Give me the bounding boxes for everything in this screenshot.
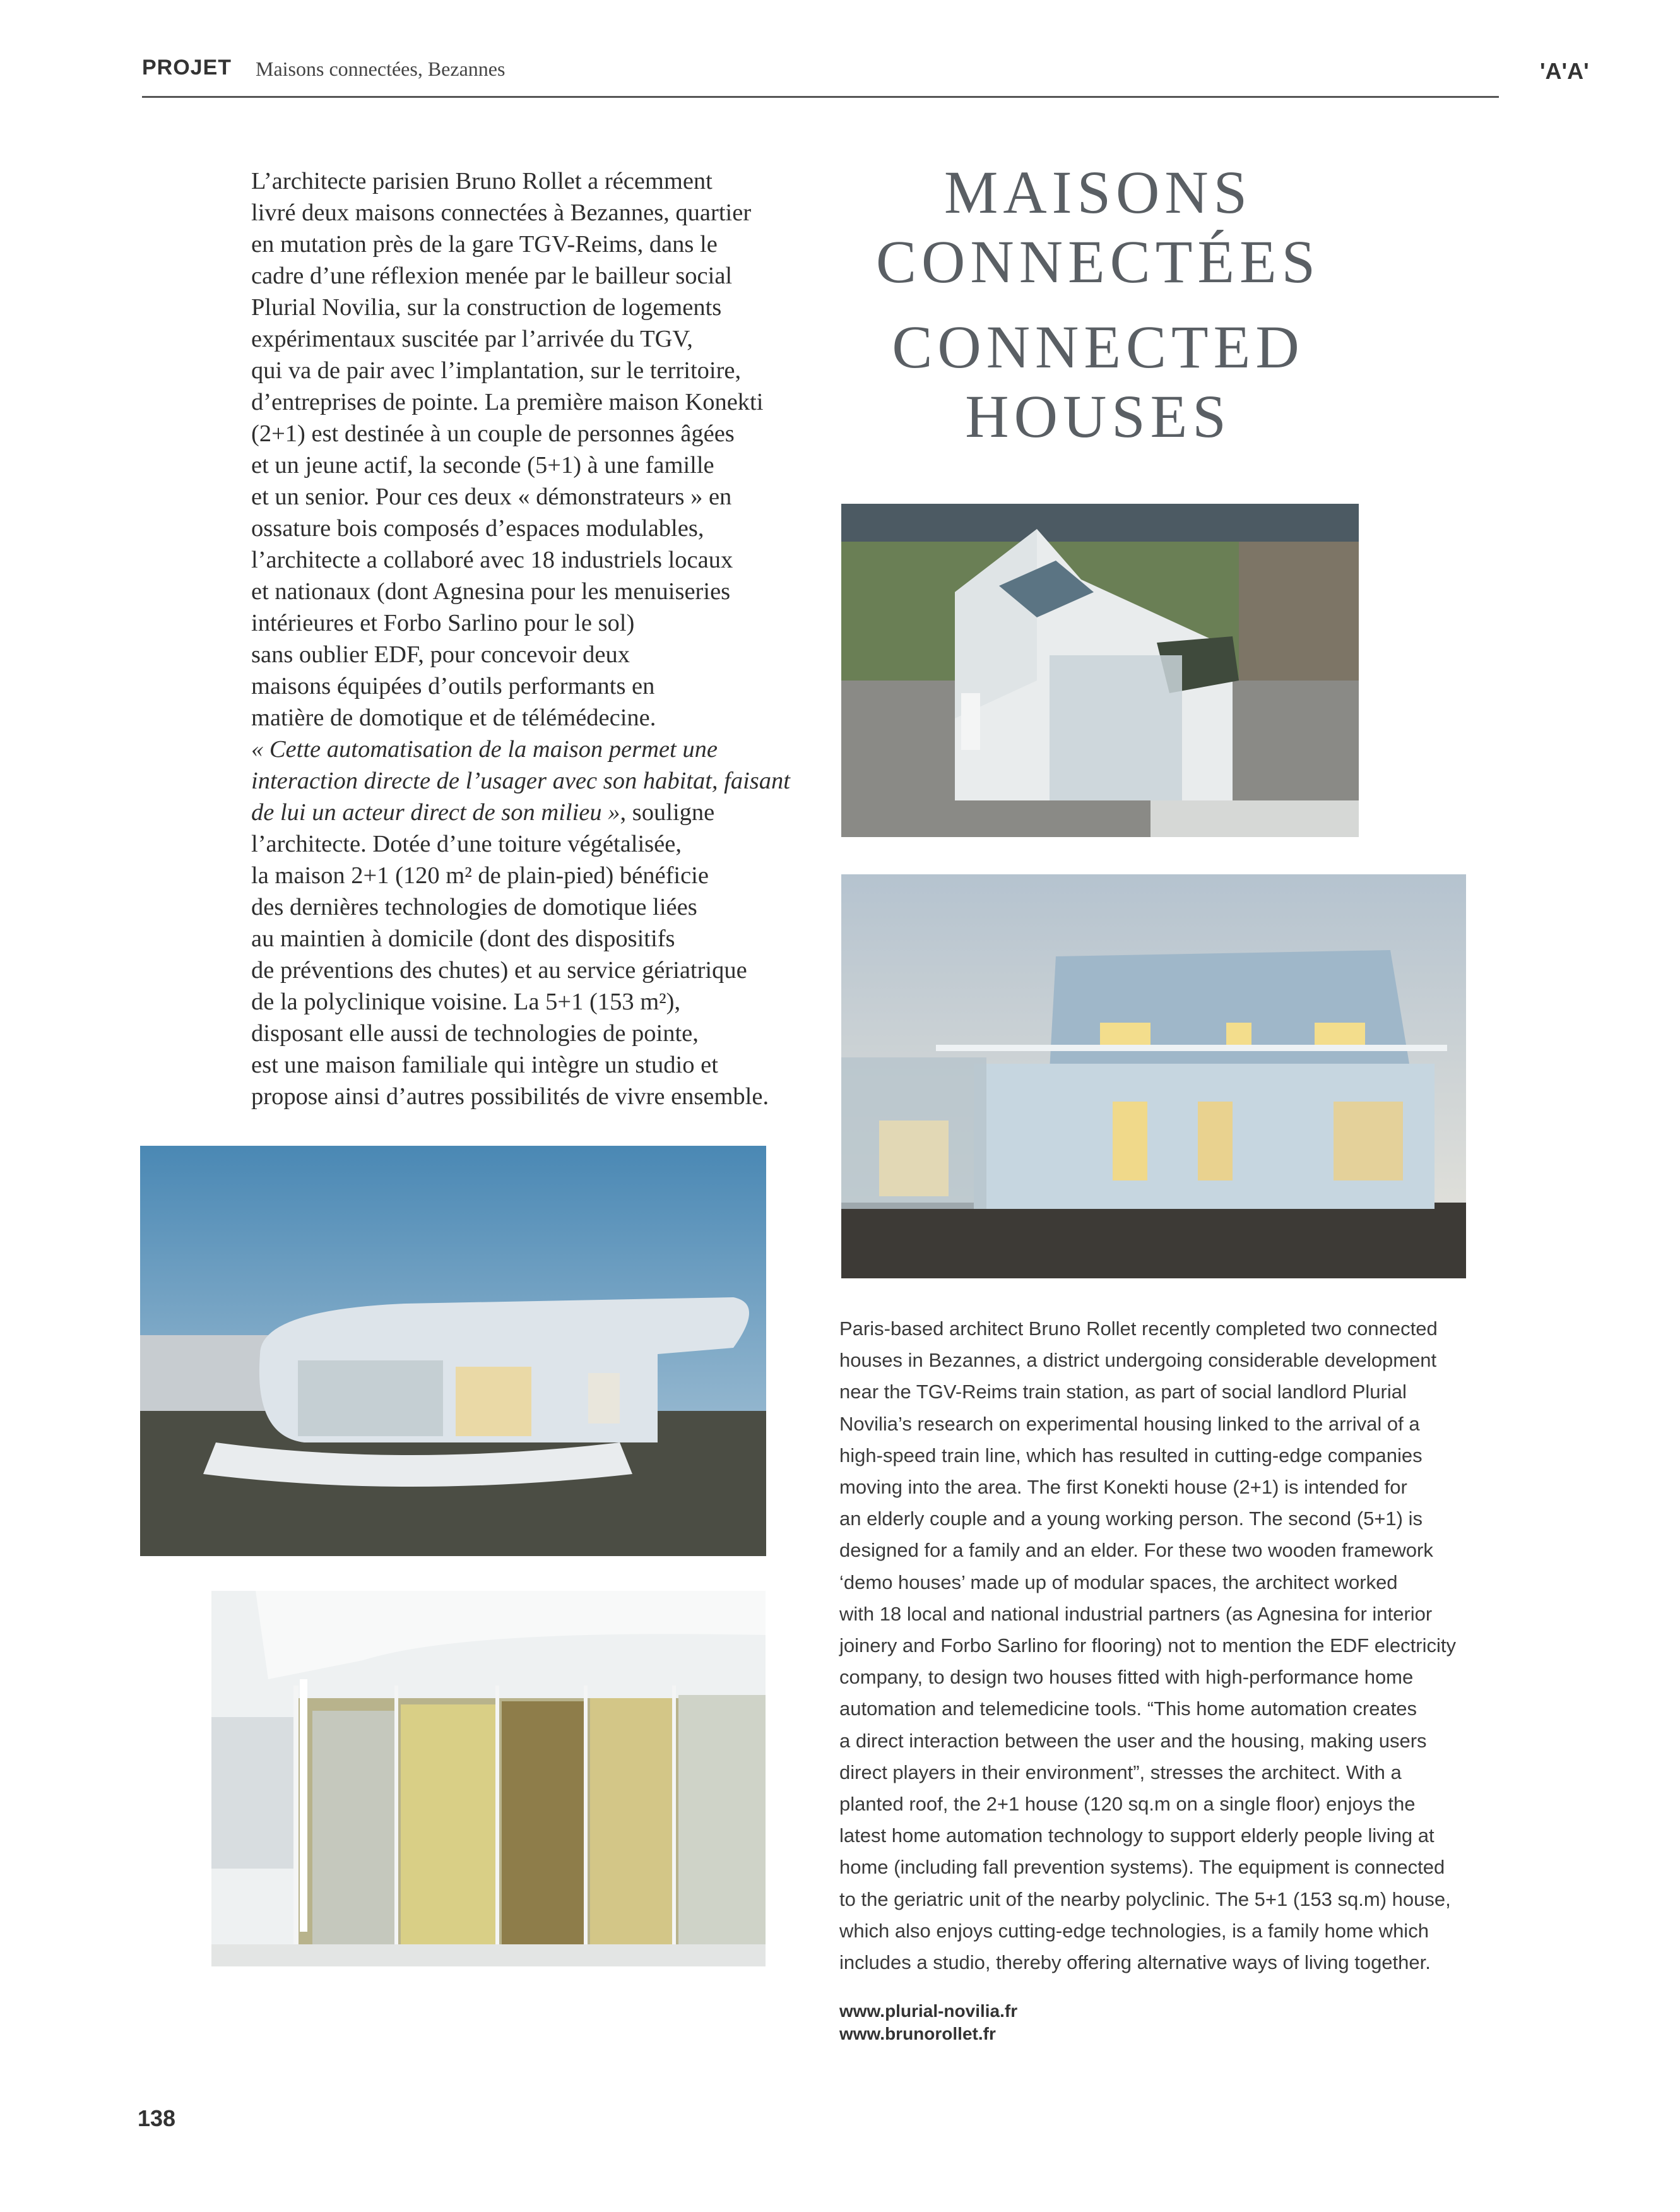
french-text-line: qui va de pair avec l’implantation, sur le territoire, xyxy=(251,357,742,384)
french-text-line: et un senior. Pour ces deux « démonstrateurs » en xyxy=(251,484,732,510)
french-text-line: propose ainsi d’autres possibilités de vivre ensemble. xyxy=(251,1083,769,1110)
english-text-line: near the TGV-Reims train station, as part of social landlord Plurial xyxy=(839,1381,1407,1403)
french-text-line: expérimentaux suscitée par l’arrivée du TGV, xyxy=(251,326,693,352)
english-text-line: automation and telemedicine tools. “This home automation creates xyxy=(839,1698,1417,1720)
french-paragraph-continued xyxy=(251,828,794,1112)
french-text-line: L’architecte parisien Bruno Rollet a récemment xyxy=(251,168,713,194)
title-french xyxy=(814,158,1382,297)
link-plurial-novilia[interactable]: www.plurial-novilia.fr xyxy=(839,2001,1018,2021)
english-text-line: latest home automation technology to support elderly people living at xyxy=(839,1824,1435,1847)
section-label: PROJET xyxy=(142,56,232,80)
french-text-line: de la polyclinique voisine. La 5+1 (153 m²), xyxy=(251,989,681,1015)
english-text-line: company, to design two houses fitted with high-performance home xyxy=(839,1666,1414,1689)
english-text-line: a direct interaction between the user and the housing, making users xyxy=(839,1729,1427,1752)
english-text-line: with 18 local and national industrial partners (as Agnesina for interior xyxy=(839,1602,1433,1625)
english-text-line: direct players in their environment”, stresses the architect. With a xyxy=(839,1761,1402,1783)
french-text-line: d’entreprises de pointe. La première maison Konekti xyxy=(251,389,764,415)
english-text-line: houses in Bezannes, a district undergoing considerable development xyxy=(839,1349,1437,1372)
title-english-line-1: CONNECTED xyxy=(892,313,1304,381)
french-text-line: est une maison familiale qui intègre un studio et xyxy=(251,1052,718,1078)
title-french-line-2: CONNECTÉES xyxy=(876,228,1320,295)
french-text-line: en mutation près de la gare TGV-Reims, dans le xyxy=(251,231,718,258)
french-quote-attribution: , souligne xyxy=(620,799,715,826)
french-text-line: au maintien à domicile (dont des dispositifs xyxy=(251,925,675,952)
french-text-line: (2+1) est destinée à un couple de personnes âgées xyxy=(251,420,735,447)
french-quote-end: de lui un acteur direct de son milieu » xyxy=(251,799,620,826)
english-text-line: home (including fall prevention systems). The equipment is connected xyxy=(839,1856,1445,1879)
english-text-line: an elderly couple and a young working person. The second (5+1) is xyxy=(839,1507,1423,1530)
english-text-line: joinery and Forbo Sarlino for flooring) not to mention the EDF electricity xyxy=(839,1634,1456,1657)
french-quote-closing xyxy=(251,797,794,828)
french-text-line: disposant elle aussi de technologies de pointe, xyxy=(251,1020,699,1047)
french-paragraph xyxy=(251,165,794,734)
french-text-line: matière de domotique et de télémédecine. xyxy=(251,705,656,731)
french-text-line: livré deux maisons connectées à Bezannes, quartier xyxy=(251,199,752,226)
english-text-line: which also enjoys cutting-edge technologies, is a family home which xyxy=(839,1919,1429,1942)
french-text-line: la maison 2+1 (120 m² de plain-pied) bénéficie xyxy=(251,862,709,889)
french-quote-line: « Cette automatisation de la maison permet une xyxy=(251,736,718,763)
english-text-line: to the geriatric unit of the nearby polyclinic. The 5+1 (153 sq.m) house, xyxy=(839,1888,1451,1910)
english-text-line: ‘demo houses’ made up of modular spaces, the architect worked xyxy=(839,1571,1398,1593)
photo-aerial-house xyxy=(841,504,1359,837)
french-text-line: et nationaux (dont Agnesina pour les menuiseries xyxy=(251,578,731,605)
english-text-line: Novilia’s research on experimental housing linked to the arrival of a xyxy=(839,1412,1420,1435)
photo-glazed-corner xyxy=(211,1591,766,1966)
english-text-line: designed for a family and an elder. For these two wooden framework xyxy=(839,1539,1433,1562)
magazine-logo: 'A'A' xyxy=(1540,58,1589,84)
english-text-line: high-speed train line, which has resulted in cutting-edge companies xyxy=(839,1444,1423,1466)
photo-curved-house xyxy=(140,1146,766,1556)
french-quote xyxy=(251,734,794,797)
french-text-line: sans oublier EDF, pour concevoir deux xyxy=(251,641,630,668)
english-body-text xyxy=(839,1313,1546,1978)
english-text-line: Paris-based architect Bruno Rollet recently completed two connected xyxy=(839,1317,1438,1340)
links xyxy=(839,2000,1017,2045)
french-text-line: ossature bois composés d’espaces modulables, xyxy=(251,515,704,542)
header-rule xyxy=(142,96,1499,98)
french-text-line: maisons équipées d’outils performants en xyxy=(251,673,655,699)
photo-house-dusk xyxy=(841,874,1466,1278)
french-text-line: des dernières technologies de domotique liées xyxy=(251,894,697,920)
section-subtitle: Maisons connectées, Bezannes xyxy=(256,57,506,80)
french-text-line: l’architecte. Dotée d’une toiture végétalisée, xyxy=(251,831,682,857)
french-text-line: l’architecte a collaboré avec 18 industriels locaux xyxy=(251,547,733,573)
french-text-line: intérieures et Forbo Sarlino pour le sol) xyxy=(251,610,635,636)
french-body-text xyxy=(251,165,794,1112)
english-text-line: moving into the area. The first Konekti house (2+1) is intended for xyxy=(839,1476,1407,1499)
title-french-line-1: MAISONS xyxy=(944,158,1253,226)
title-english xyxy=(814,312,1382,451)
english-text-line: planted roof, the 2+1 house (120 sq.m on a single floor) enjoys the xyxy=(839,1793,1416,1816)
page-number: 138 xyxy=(138,2105,176,2131)
link-brunorollet[interactable]: www.brunorollet.fr xyxy=(839,2024,996,2043)
french-text-line: cadre d’une réflexion menée par le bailleur social xyxy=(251,263,733,289)
french-text-line: et un jeune actif, la seconde (5+1) à une famille xyxy=(251,452,714,479)
french-text-line: Plurial Novilia, sur la construction de logements xyxy=(251,294,722,321)
french-text-line: de préventions des chutes) et au service gériatrique xyxy=(251,957,747,984)
title-english-line-2: HOUSES xyxy=(965,383,1231,450)
english-text-line: includes a studio, thereby offering alternative ways of living together. xyxy=(839,1951,1431,1974)
french-quote-line: interaction directe de l’usager avec son habitat, faisant xyxy=(251,768,790,794)
